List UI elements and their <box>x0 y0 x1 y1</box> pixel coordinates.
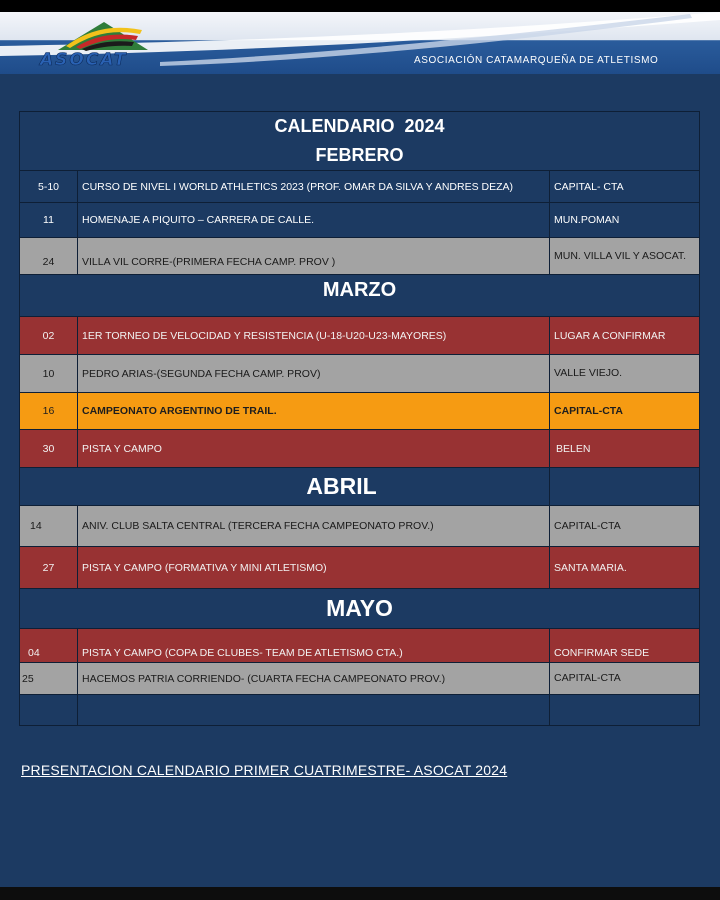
table-row <box>20 355 700 393</box>
presentation-link[interactable]: PRESENTACION CALENDARIO PRIMER CUATRIMESTRE- ASOCAT 2024 <box>21 762 508 778</box>
empty-cell <box>550 468 700 506</box>
empty-cell <box>20 695 78 726</box>
event-location: CONFIRMAR SEDE <box>550 629 700 663</box>
event-location: MUN.POMAN <box>550 203 700 238</box>
empty-cell <box>550 695 700 726</box>
calendar-table <box>19 111 700 726</box>
top-black-band <box>0 0 720 12</box>
event-name: ANIV. CLUB SALTA CENTRAL (TERCERA FECHA CAMPEONATO PROV.) <box>78 506 550 547</box>
event-name: PEDRO ARIAS-(SEGUNDA FECHA CAMP. PROV) <box>78 355 550 393</box>
table-row <box>20 430 700 468</box>
event-location: SANTA MARIA. <box>550 547 700 589</box>
event-location: CAPITAL-CTA <box>550 393 700 430</box>
event-location: BELEN <box>550 430 700 468</box>
event-date: 10 <box>20 355 78 393</box>
month-heading-abril: ABRIL <box>20 468 550 506</box>
table-row <box>20 629 700 663</box>
event-name: PISTA Y CAMPO <box>78 430 550 468</box>
month-heading-mayo: MAYO <box>20 589 700 629</box>
event-location: VALLE VIEJO. <box>550 355 700 393</box>
event-date: 24 <box>20 238 78 275</box>
header-banner <box>0 12 720 74</box>
table-row <box>20 506 700 547</box>
event-name: CAMPEONATO ARGENTINO DE TRAIL. <box>78 393 550 430</box>
calendar-title-cell <box>20 112 700 171</box>
empty-cell <box>78 695 550 726</box>
event-name: PISTA Y CAMPO (COPA DE CLUBES- TEAM DE ATLETISMO CTA.) <box>78 629 550 663</box>
event-location: MUN. VILLA VIL Y ASOCAT. <box>550 238 700 275</box>
event-location: CAPITAL- CTA <box>550 171 700 203</box>
event-date: 16 <box>20 393 78 430</box>
calendar-title: CALENDARIO 2024 <box>274 116 445 136</box>
empty-table-row <box>20 695 700 726</box>
event-location: LUGAR A CONFIRMAR <box>550 317 700 355</box>
logo-wordmark: ASOCAT <box>40 50 128 70</box>
table-row <box>20 171 700 203</box>
month-heading-marzo: MARZO <box>20 275 700 317</box>
event-date: 25 <box>20 663 78 695</box>
calendar-title-row <box>20 112 700 171</box>
bottom-black-band <box>0 887 720 900</box>
table-row <box>20 663 700 695</box>
event-date: 11 <box>20 203 78 238</box>
month-heading-febrero: FEBRERO <box>315 145 404 165</box>
event-date: 30 <box>20 430 78 468</box>
event-date: 27 <box>20 547 78 589</box>
month-row-mayo <box>20 589 700 629</box>
logo-mountain-icon <box>52 16 152 52</box>
month-row-marzo <box>20 275 700 317</box>
event-name: HOMENAJE A PIQUITO – CARRERA DE CALLE. <box>78 203 550 238</box>
table-row <box>20 317 700 355</box>
event-name: PISTA Y CAMPO (FORMATIVA Y MINI ATLETISMO) <box>78 547 550 589</box>
event-name: HACEMOS PATRIA CORRIENDO- (CUARTA FECHA CAMPEONATO PROV.) <box>78 663 550 695</box>
event-date: 5-10 <box>20 171 78 203</box>
table-row <box>20 393 700 430</box>
table-row <box>20 238 700 275</box>
event-name: VILLA VIL CORRE-(PRIMERA FECHA CAMP. PROV ) <box>78 238 550 275</box>
table-row <box>20 203 700 238</box>
event-name: CURSO DE NIVEL I WORLD ATHLETICS 2023 (PROF. OMAR DA SILVA Y ANDRES DEZA) <box>78 171 550 203</box>
event-date: 14 <box>20 506 78 547</box>
organization-name: ASOCIACIÓN CATAMARQUEÑA DE ATLETISMO <box>414 55 659 66</box>
event-name: 1ER TORNEO DE VELOCIDAD Y RESISTENCIA (U-18-U20-U23-MAYORES) <box>78 317 550 355</box>
event-location: CAPITAL-CTA <box>550 506 700 547</box>
event-date: 04 <box>20 629 78 663</box>
table-row <box>20 547 700 589</box>
event-date: 02 <box>20 317 78 355</box>
event-location: CAPITAL-CTA <box>550 663 700 695</box>
month-row-abril <box>20 468 700 506</box>
